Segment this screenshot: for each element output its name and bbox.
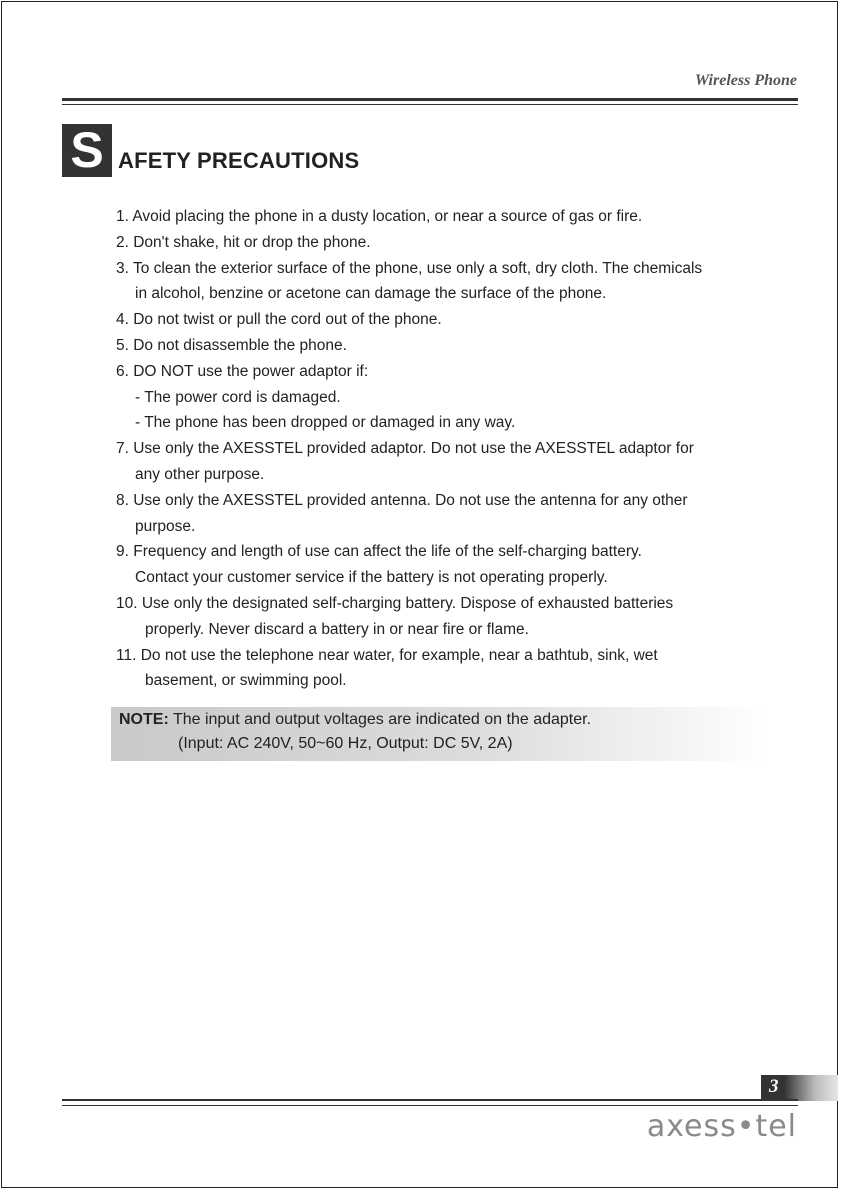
note-box (111, 707, 771, 761)
precautions-list (116, 204, 776, 694)
footer-rule-thick (62, 1099, 798, 1101)
section-initial: S (62, 124, 112, 177)
list-item: 11. Do not use the telephone near water, for example, near a bathtub, sink, wet (116, 646, 658, 664)
header-rule-thick (62, 98, 798, 101)
list-item: purpose. (135, 517, 196, 535)
list-item: 6. DO NOT use the power adaptor if: (116, 362, 369, 380)
list-item: basement, or swimming pool. (145, 672, 347, 690)
note-line-1 (119, 711, 591, 729)
list-item: 5. Do not disassemble the phone. (116, 336, 347, 354)
list-item: 3. To clean the exterior surface of the phone, use only a soft, dry cloth. The chemicals (116, 259, 703, 277)
section-heading: AFETY PRECAUTIONS (118, 148, 360, 173)
list-item: 9. Frequency and length of use can affect the life of the self-charging battery. (116, 543, 642, 561)
header-title: Wireless Phone (694, 72, 797, 89)
list-item: 7. Use only the AXESSTEL provided adaptor. Do not use the AXESSTEL adaptor for (116, 440, 694, 458)
brand-logo: axess•tel (646, 1109, 797, 1144)
footer-rule-thin (62, 1105, 798, 1106)
list-item: 4. Do not twist or pull the cord out of the phone. (116, 311, 442, 329)
list-item: 1. Avoid placing the phone in a dusty location, or near a source of gas or fire. (116, 208, 643, 225)
list-item: - The power cord is damaged. (135, 388, 341, 406)
note-line-2: (Input: AC 240V, 50~60 Hz, Output: DC 5V, 2A) (178, 735, 513, 752)
page-number-tab (761, 1075, 838, 1101)
list-item: in alcohol, benzine or acetone can damage the surface of the phone. (135, 285, 607, 303)
list-item: - The phone has been dropped or damaged in any way. (135, 414, 516, 432)
note-label: NOTE: (119, 711, 169, 728)
list-item: properly. Never discard a battery in or near fire or flame. (145, 620, 529, 638)
list-item: any other purpose. (135, 465, 265, 483)
list-item: Contact your customer service if the battery is not operating properly. (135, 569, 608, 587)
list-item: 8. Use only the AXESSTEL provided antenna. Do not use the antenna for any other (116, 491, 688, 509)
note-text: The input and output voltages are indicated on the adapter. (172, 711, 592, 728)
list-item: 10. Use only the designated self-charging battery. Dispose of exhausted batteries (116, 594, 674, 612)
list-item: 2. Don't shake, hit or drop the phone. (116, 233, 371, 251)
header-rule-thin (62, 104, 798, 105)
page-number: 3 (769, 1076, 779, 1097)
